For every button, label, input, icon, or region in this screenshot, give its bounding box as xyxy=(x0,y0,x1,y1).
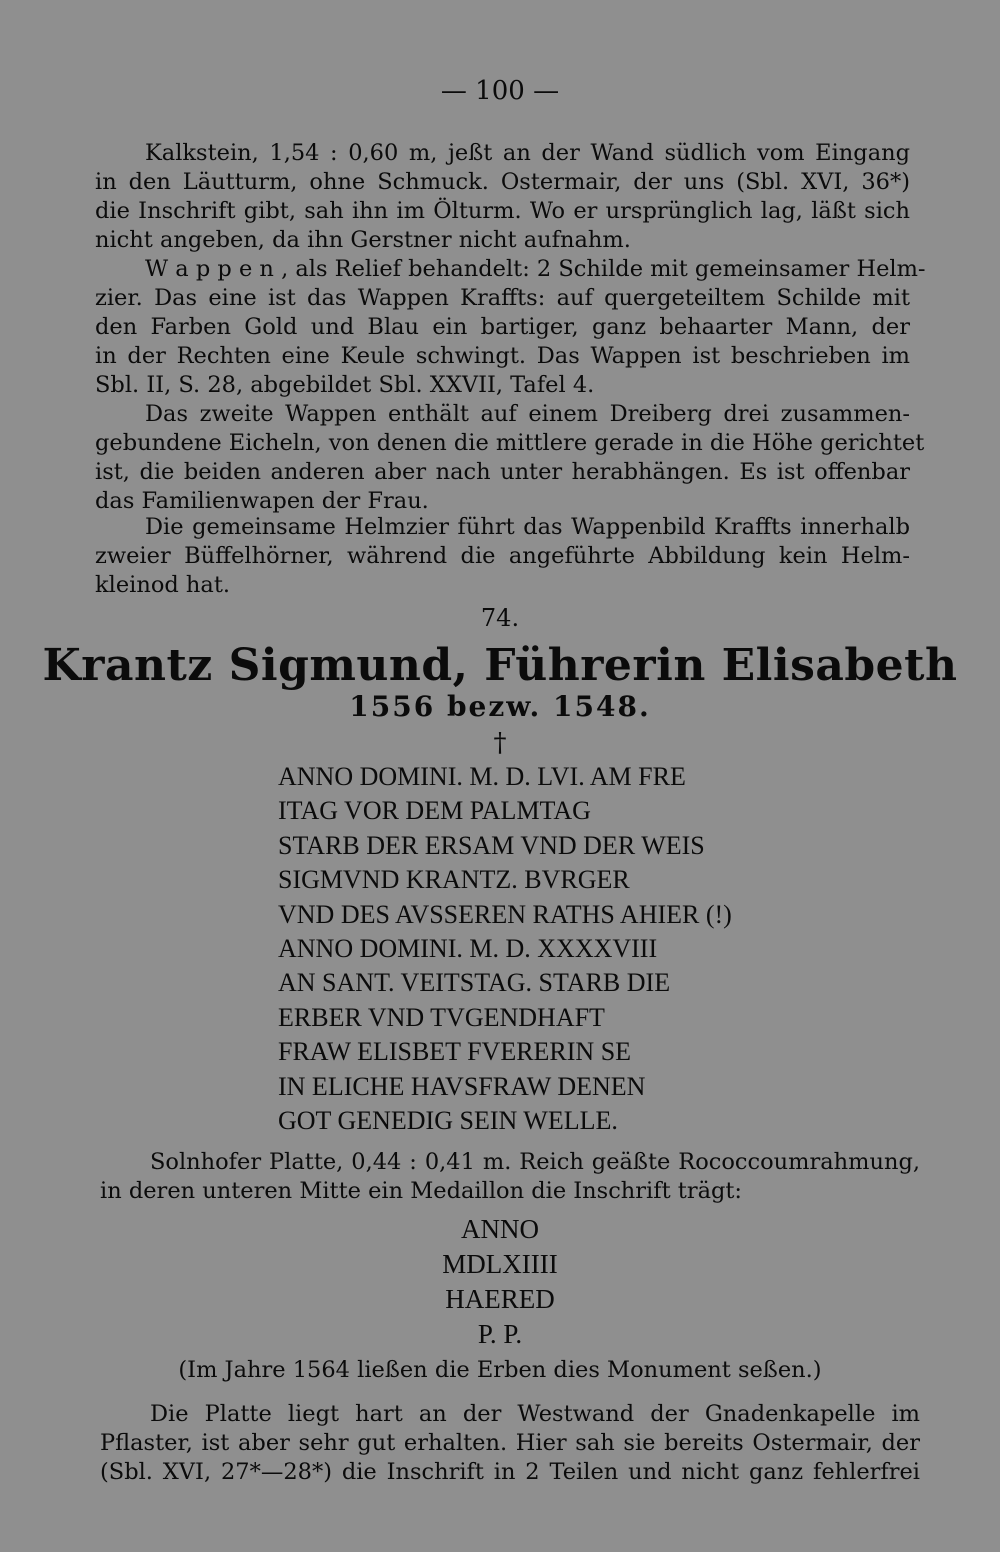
entry-years: 1556 bezw. 1548. xyxy=(349,690,651,723)
page-number: — 100 — xyxy=(440,76,560,106)
text-line: W a p p e n , als Relief behandelt: 2 Schilde mit gemeinsamer Helm- xyxy=(145,256,926,282)
text-line: Die Platte liegt hart an der Westwand der Gnadenkapelle im xyxy=(150,1401,920,1427)
entry-number: 74. xyxy=(480,604,520,632)
medallion-inscription xyxy=(0,1212,1000,1352)
text-line: Das zweite Wappen enthält auf einem Dreiberg drei zusammen- xyxy=(145,401,910,427)
paragraph-2 xyxy=(95,255,926,400)
text-line: kleinod hat. xyxy=(95,572,231,598)
inscription-line: IN ELICHE HAVSFRAW DENEN xyxy=(278,1071,646,1101)
paragraph-3 xyxy=(95,400,925,516)
text-line: nicht angeben, da ihn Gerstner nicht aufnahm. xyxy=(95,227,631,253)
inscription xyxy=(278,760,732,1138)
text-line: Die gemeinsame Helmzier führt das Wappenbild Kraffts innerhalb xyxy=(145,514,910,540)
paragraph-6 xyxy=(100,1400,920,1487)
text-line: Sbl. II, S. 28, abgebildet Sbl. XXVII, Tafel 4. xyxy=(95,372,595,398)
inscription-line: STARB DER ERSAM VND DER WEIS xyxy=(278,830,705,860)
paragraph-1 xyxy=(95,139,910,255)
text-line: Kalkstein, 1,54 : 0,60 m, jeßt an der Wand südlich vom Eingang xyxy=(145,140,910,166)
inscription-line: AN SANT. VEITSTAG. STARB DIE xyxy=(278,968,671,998)
entry-title: Krantz Sigmund, Führerin Elisabeth xyxy=(42,640,958,691)
text-line: (Sbl. XVI, 27*—28*) die Inschrift in 2 Teilen und nicht ganz fehlerfrei xyxy=(100,1459,920,1485)
inscription-line: SIGMVND KRANTZ. BVRGER xyxy=(278,865,630,895)
paragraph-4 xyxy=(95,513,910,600)
text-line: Solnhofer Platte, 0,44 : 0,41 m. Reich geäßte Rococcoumrahmung, xyxy=(150,1149,920,1175)
inscription-line: GOT GENEDIG SEIN WELLE. xyxy=(278,1106,618,1136)
text-line: das Familienwapen der Frau. xyxy=(95,488,429,514)
text-line: Pflaster, ist aber sehr gut erhalten. Hier sah sie bereits Ostermair, der xyxy=(100,1430,920,1456)
text-line: ist, die beiden anderen aber nach unter herabhängen. Es ist offenbar xyxy=(95,459,910,485)
text-line: in der Rechten eine Keule schwingt. Das Wappen ist beschrieben im xyxy=(95,343,910,369)
text-line: zweier Büffelhörner, während die angeführte Abbildung kein Helm- xyxy=(95,543,910,569)
inscription-line: FRAW ELISBET FVERERIN SE xyxy=(278,1037,632,1067)
inscription-line: ITAG VOR DEM PALMTAG xyxy=(278,796,591,826)
medallion-line: ANNO xyxy=(461,1214,539,1244)
text-line: zier. Das eine ist das Wappen Kraffts: auf quergeteiltem Schilde mit xyxy=(95,285,910,311)
inscription-line: ANNO DOMINI. M. D. LVI. AM FRE xyxy=(278,762,686,791)
medallion-line: P. P. xyxy=(477,1319,523,1349)
inscription-line: ANNO DOMINI. M. D. XXXXVIII xyxy=(278,934,658,964)
cross-symbol: † xyxy=(493,728,507,758)
inscription-line: ERBER VND TVGENDHAFT xyxy=(278,1002,605,1032)
paragraph-5 xyxy=(100,1148,920,1206)
text-line: die Inschrift gibt, sah ihn im Ölturm. Wo er ursprünglich lag, läßt sich xyxy=(95,198,910,224)
text-line: gebundene Eicheln, von denen die mittlere gerade in die Höhe gerichtet xyxy=(95,430,925,456)
text-line: in den Läutturm, ohne Schmuck. Ostermair, der uns (Sbl. XVI, 36*) xyxy=(95,169,910,195)
inscription-line: VND DES AVSSEREN RATHS AHIER (!) xyxy=(278,899,732,929)
medallion-line: MDLXIIII xyxy=(442,1249,558,1279)
text-line: in deren unteren Mitte ein Medaillon die Inschrift trägt: xyxy=(100,1178,743,1204)
translation-note: (Im Jahre 1564 ließen die Erben dies Monument seßen.) xyxy=(178,1357,822,1383)
medallion-line: HAERED xyxy=(445,1284,555,1314)
text-line: den Farben Gold und Blau ein bartiger, ganz behaarter Mann, der xyxy=(95,314,910,340)
